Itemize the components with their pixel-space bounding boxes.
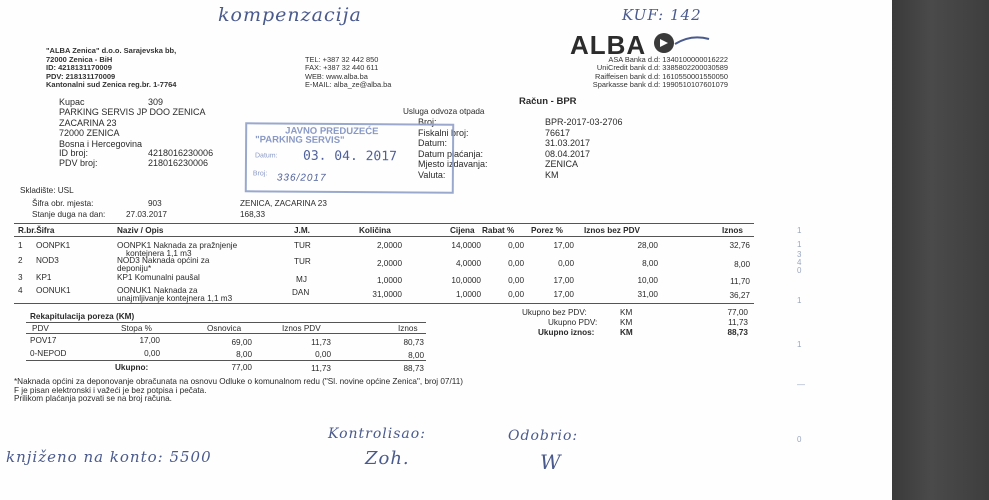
invoice-info-value: 76617: [545, 127, 571, 138]
company-line: PDV: 218131170009: [46, 71, 116, 81]
row-rabat: 0,00: [508, 241, 524, 250]
row-iznos: 32,76: [729, 241, 750, 250]
recap-osnovica: 8,00: [236, 350, 252, 359]
bank-line: Sparkasse bank d.d: 1990510107601079: [592, 80, 728, 90]
total-pdv-value: 11,73: [728, 318, 748, 327]
invoice-info-label: Datum plaćanja:: [418, 148, 484, 159]
sifra-label: Šifra obr. mjesta:: [32, 199, 94, 208]
contact-line: TEL: +387 32 442 850: [305, 55, 379, 64]
col-header-rabat: Rabat %: [482, 226, 515, 235]
col-header-porez: Porez %: [531, 226, 563, 235]
row-porez: 17,00: [553, 290, 574, 299]
table-rule: [14, 303, 754, 304]
row-price: 14,0000: [451, 241, 481, 250]
footnote-1: *Naknada općini za deponovanje obračunata na osnovu Odluke o komunalnom redu ("Sl. novine općine Zenica", broj 07/11): [14, 377, 463, 386]
contact-line: WEB: www.alba.ba: [305, 71, 368, 81]
invoice-info-label: Datum:: [418, 138, 448, 149]
row-no: 2: [18, 256, 23, 265]
row-price: 1,0000: [455, 290, 481, 299]
total-bez-label: Ukupno bez PDV:: [522, 308, 587, 317]
sifra-place: ZENICA, ZACARINA 23: [240, 199, 327, 208]
stanje-date: 27.03.2017: [126, 210, 167, 219]
skladiste: Skladište: USL: [20, 186, 74, 195]
row-code: OONUK1: [36, 286, 71, 295]
recap-col-stopa: Stopa %: [121, 324, 152, 333]
buyer-street: ZACARINA 23: [59, 118, 117, 128]
logo-wordmark: ALBA: [570, 30, 647, 60]
invoice-info-label: Mjesto izdavanja:: [418, 159, 488, 170]
row-iznos: 8,00: [734, 260, 750, 269]
company-line: Kantonalni sud Zenica reg.br. 1-7764: [46, 80, 177, 90]
invoice-info-label: Valuta:: [418, 169, 446, 180]
row-no: 3: [18, 273, 23, 282]
invoice-info-value: KM: [545, 169, 559, 180]
total-pdv-label: Ukupno PDV:: [548, 318, 598, 327]
buyer-id-value: 4218016230006: [148, 148, 214, 158]
row-name2: deponiju*: [117, 264, 152, 273]
sifra-value: 903: [148, 199, 162, 208]
handwritten-kontrolisao: Kontrolisao:: [328, 426, 426, 442]
row-bez: 8,00: [642, 259, 658, 268]
recap-col-iznos: Iznos: [398, 324, 418, 333]
handwritten-note-title: kompenzacija: [218, 4, 362, 26]
recap-col-iznos-pdv: Iznos PDV: [282, 324, 321, 333]
stamp-line2: "PARKING SERVIS": [255, 134, 345, 146]
invoice-info-value: 08.04.2017: [545, 148, 591, 159]
contact-line: E-MAIL: alba_ze@alba.ba: [305, 80, 392, 90]
row-code: KP1: [36, 273, 52, 282]
row-porez: 0,00: [558, 259, 574, 268]
recap-iznos-pdv: 11,73: [311, 338, 331, 347]
recap-iznos: 80,73: [403, 338, 424, 347]
row-name: KP1 Komunalni paušal: [117, 273, 200, 282]
recap-total-pdv: 11,73: [311, 364, 331, 373]
row-porez: 17,00: [553, 241, 574, 250]
row-bez: 31,00: [637, 290, 658, 299]
buyer-number: 309: [148, 97, 164, 107]
bank-line: UniCredit bank d.d: 3385802200030589: [596, 63, 728, 73]
recap-total-iznos: 88,73: [403, 364, 424, 373]
row-name: OONPK1 Naknada za pražnjenje: [117, 241, 238, 250]
company-info: [46, 47, 176, 90]
recap-col-pdv: PDV: [32, 324, 49, 333]
company-line: 72000 Zenica - BiH: [46, 54, 113, 64]
row-qty: 1,0000: [376, 276, 402, 285]
recap-osnovica: 69,00: [231, 338, 252, 347]
row-jm: TUR: [294, 257, 311, 266]
buyer-id-label: ID broj:: [59, 148, 89, 158]
col-header-code: R.br.Šifra: [18, 226, 55, 235]
buyer-country: Bosna i Hercegovina: [59, 139, 143, 149]
row-price: 10,0000: [451, 276, 481, 285]
row-price: 4,0000: [455, 259, 481, 268]
recap-total-label: Ukupno:: [115, 363, 149, 372]
recap-iznos-pdv: 0,00: [315, 350, 331, 359]
signature-odobrio: W: [540, 450, 562, 474]
stamp-line1: JAVNO PREDUZEĆE: [285, 125, 379, 138]
total-pdv-cur: KM: [620, 318, 633, 327]
total-bez-value: 77,00: [727, 308, 748, 317]
row-porez: 17,00: [553, 276, 574, 285]
footnote-2: F je pisan elektronski i važeći je bez potpisa i pečata.: [14, 386, 207, 395]
row-qty: 2,0000: [376, 259, 402, 268]
stamp-date: 03. 04. 2017: [302, 148, 397, 165]
col-header-name: Naziv / Opis: [117, 226, 164, 235]
buyer-pdv-label: PDV broj:: [59, 158, 98, 168]
invoice-page: kompenzacija KUF: 142 "ALBA Zenica" d.o.o. Sarajevska bb, 72000 Zenica - BiH ID: 4218131170009 PDV: 218131170009 Kantonalni sud Zenica reg.br. 1-7764 TEL: +387 32 442 850 FAX: +387 32 440 611 WEB: www.alba.ba E-MAIL: alba_ze@alba.ba ALBA ASA Banka d.d: 1340100000016222 UniCredit bank d.d: 3385802200030589 Raiffeisen bank d.d: 1610550001550050 Sparkasse bank d.d: 1990510107601079 Račun - BPR Kupac 309 PARKING SERVIS JP DOO ZENICA ZACARINA 23 72000 ZENICA Bosna i Hercegovina ID broj: 4218016230006 PDV broj: 218016230006 Usluga odvoza otpada Broj: Fiskalni broj: Datum: Datum plaćanja: Mjesto izdavanja: Valuta: BPR-2017-03-2706 76617 31.03.2017 08.04.2017 ZENICA KM JAVNO PREDUZEĆE "PARKING SERVIS" Datum: 03. 04. 2017 Broj: 336/2017 Skladište: USL Šifra obr. mjesta: 903 ZENICA, ZACARINA 23 Stanje duga na dan: 27.03.2017 168,33 R.br.Šifra Naziv / Opis J.M. Količina Cijena Rabat % Porez % Iznos bez PDV Iznos 1 OONPK1 OONPK1 Naknada za pražnjenje kontejnera 1,1 m3 TUR 2,0000 14,0000 0,00 17,00 28,00 32,76 2 NOD3 NOD3 Naknada općini za deponiju* TUR 2,0000 4,0000 0,00 0,00 8,00 8,00 3 KP1 KP1 Komunalni paušal MJ 1,0000 10,0000 0,00 17,00 10,00 11,70 4 OONUK1 OONUK1 Naknada za unajmljivanje kontejnera 1,1 m3 DAN 31,0000 1,0000 0,00 17,00 31,00 36,27 Ukupno bez PDV: KM 77,00 Ukupno PDV: KM 11,73 Ukupno iznos: KM 88,73 Rekapitulacija poreza (KM) PDV Stopa % Osnovica Iznos PDV Iznos POV17 17,00 69,00 11,73 80,73 0-NEPOD 0,00 8,00 0,00 8,00 Ukupno: 77,00 11,73 88,73 *Naknada općini za deponovanje obračunata na osnovu Odluke o komunalnom redu ("Sl. novine općine Zenica", broj 07/11) F je pisan elektronski i važeći je bez potpisa i pečata. Prilikom plaćanja pozvati se na broj računa. 1 1 3 4 0 1 1 — 0 Kontrolisao: Odobrio: knjiženo na konto: 5500 Zoh. W: [0, 0, 892, 500]
row-iznos: 11,70: [730, 277, 750, 286]
row-rabat: 0,00: [508, 259, 524, 268]
buyer-city: 72000 ZENICA: [59, 128, 120, 138]
col-header-price: Cijena: [450, 226, 475, 235]
recap-col-osnovica: Osnovica: [207, 324, 242, 333]
buyer-label: Kupac: [59, 97, 85, 107]
recap-iznos: 8,00: [408, 351, 424, 360]
recap-pdv: POV17: [30, 336, 57, 345]
total-iznos-value: 88,73: [727, 328, 748, 337]
invoice-info-values: [545, 117, 623, 181]
table-rule: [14, 223, 754, 224]
contact-info: [305, 56, 391, 90]
row-qty: 31,0000: [372, 290, 402, 299]
row-bez: 28,00: [637, 241, 658, 250]
row-name2: kontejnera 1,1 m3: [126, 249, 192, 258]
recap-stopa: 17,00: [139, 336, 160, 345]
company-line: "ALBA Zenica" d.o.o. Sarajevska bb,: [46, 46, 177, 55]
row-qty: 2,0000: [376, 241, 402, 250]
stamp-date-label: Datum:: [254, 152, 278, 160]
col-header-iznos: Iznos: [722, 226, 743, 235]
recap-stopa: 0,00: [144, 349, 160, 358]
recap-rule: [26, 322, 426, 323]
signature-kontrolisao: Zoh.: [365, 448, 410, 469]
row-rabat: 0,00: [508, 276, 524, 285]
handwritten-konto: knjiženo na konto: 5500: [6, 448, 212, 466]
row-jm: DAN: [292, 288, 310, 297]
invoice-info-value: 31.03.2017: [545, 138, 591, 149]
stanje-value: 168,33: [240, 210, 266, 219]
row-bez: 10,00: [637, 276, 658, 285]
service-type: Usluga odvoza otpada: [403, 107, 485, 116]
invoice-info-label: Broj:: [418, 117, 437, 127]
total-iznos-label: Ukupno iznos:: [538, 328, 595, 337]
footnote-3: Prilikom plaćanja pozvati se na broj računa.: [14, 394, 172, 403]
received-stamp: [245, 122, 454, 193]
row-code: NOD3: [36, 256, 59, 265]
row-name2: unajmljivanje kontejnera 1,1 m3: [117, 294, 233, 303]
stamp-broj-value: 336/2017: [276, 172, 327, 184]
recap-total-osnovica: 77,00: [231, 363, 252, 372]
contact-line: FAX: +387 32 440 611: [305, 63, 379, 73]
stamp-broj-label: Broj:: [252, 170, 268, 178]
buyer-name: PARKING SERVIS JP DOO ZENICA: [59, 107, 206, 117]
dark-side-panel: [892, 0, 989, 500]
recap-rule: [26, 360, 426, 361]
row-rabat: 0,00: [508, 290, 524, 299]
col-header-qty: Količina: [359, 226, 391, 235]
handwritten-odobrio: Odobrio:: [508, 428, 579, 444]
buyer-pdv-value: 218016230006: [148, 158, 209, 168]
row-no: 4: [18, 286, 23, 295]
alba-logo-icon: [651, 30, 711, 56]
bank-line: ASA Banka d.d: 1340100000016222: [608, 55, 728, 64]
company-line: ID: 4218131170009: [46, 63, 112, 73]
row-jm: TUR: [294, 241, 311, 250]
table-rule: [14, 236, 754, 237]
row-no: 1: [18, 241, 23, 250]
recap-rule: [26, 333, 426, 334]
row-name: NOD3 Naknada općini za: [117, 256, 210, 265]
total-bez-cur: KM: [620, 308, 633, 317]
total-iznos-cur: KM: [620, 328, 633, 337]
row-iznos: 36,27: [729, 291, 750, 300]
invoice-info-label: Fiskalni broj:: [418, 127, 469, 138]
invoice-info-value: ZENICA: [545, 159, 579, 170]
col-header-jm: J.M.: [294, 226, 310, 235]
col-header-bez: Iznos bez PDV: [584, 226, 640, 235]
row-code: OONPK1: [36, 241, 71, 250]
row-name: OONUK1 Naknada za: [117, 286, 198, 295]
row-jm: MJ: [296, 275, 307, 284]
handwritten-kuf-number: KUF: 142: [622, 6, 702, 24]
bank-line: Raiffeisen bank d.d: 1610550001550050: [594, 71, 728, 81]
recap-pdv: 0-NEPOD: [30, 349, 67, 358]
stanje-label: Stanje duga na dan:: [32, 210, 106, 219]
bank-accounts: [590, 56, 728, 90]
recap-title: Rekapitulacija poreza (KM): [30, 312, 135, 321]
invoice-info-value: BPR-2017-03-2706: [545, 117, 623, 127]
document-title: Račun - BPR: [519, 96, 577, 107]
